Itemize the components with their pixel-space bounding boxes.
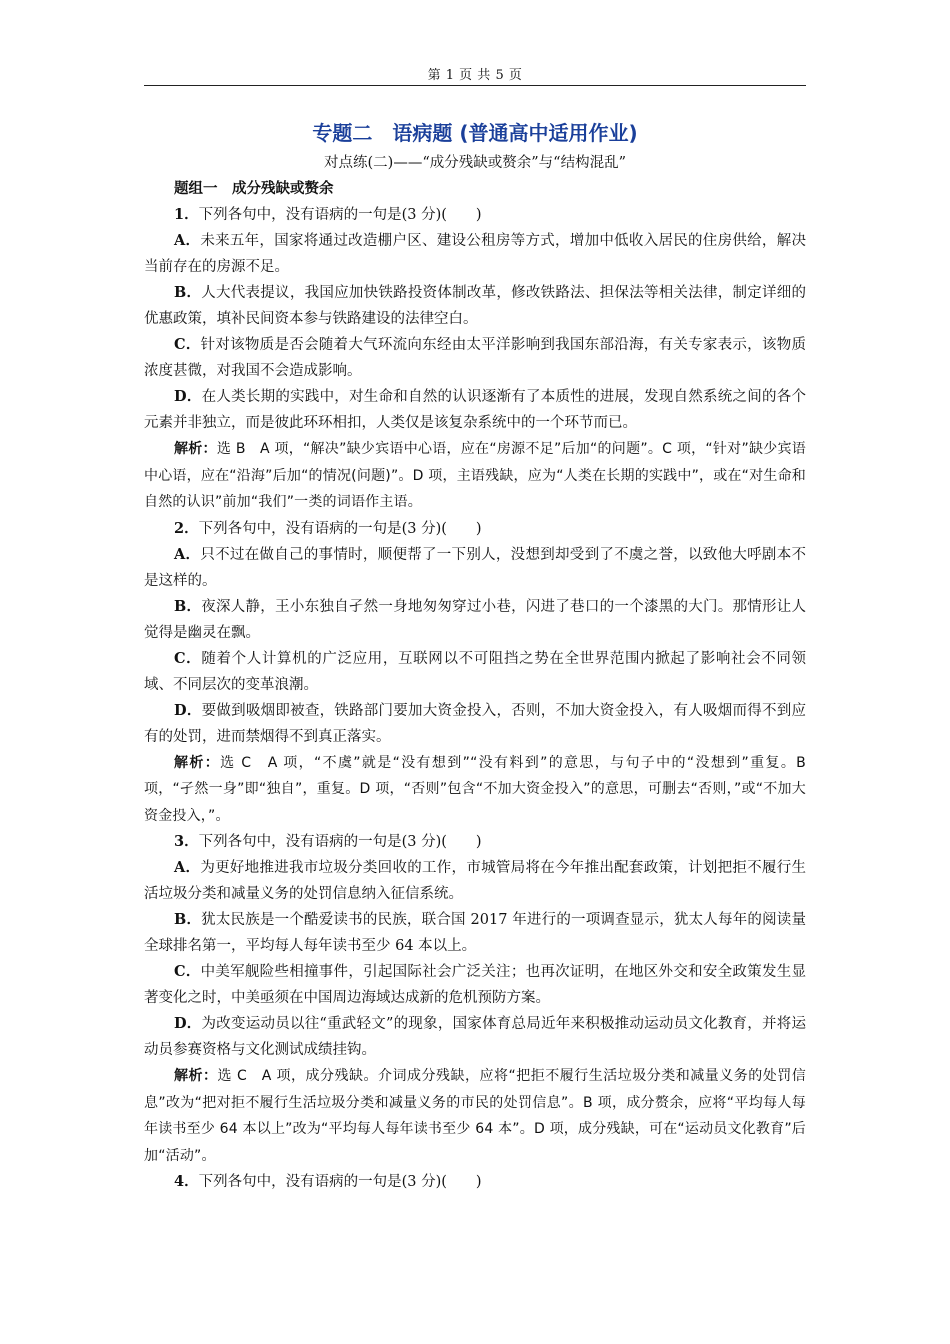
option-2a: A．只不过在做自己的事情时，顺便帮了一下别人，没想到却受到了不虞之誉，以致他大呼剧本不是这样的。 xyxy=(144,545,806,589)
page-header: 第 1 页 共 5 页 xyxy=(427,68,523,83)
analysis-1: 解析：选 B A 项，“解决”缺少宾语中心语，应在“房源不足”后加“的问题”。C 项，“针对”缺少宾语中心语，应在“沿海”后加“的情况(问题)”。D 项，主语残缺，应为“人类在长期的实践中”，或在“对生命和自然的认识”前加“我们”一类的词语作主语。 xyxy=(144,441,806,510)
option-3b: B．犹太民族是一个酷爱读书的民族，联合国 2017 年进行的一项调查显示，犹太人每年的阅读量全球排名第一，平均每人每年读书至少 64 本以上。 xyxy=(144,911,806,954)
option-2d: D．要做到吸烟即被查，铁路部门要加大资金投入，否则，不加大资金投入，有人吸烟而得不到应有的处罚，进而禁烟得不到真正落实。 xyxy=(144,701,806,745)
option-1d: D．在人类长期的实践中，对生命和自然的认识逐渐有了本质性的进展，发现自然系统之间的各个元素并非独立，而是彼此环环相扣，人类仅是该复杂系统中的一个环节而已。 xyxy=(144,388,806,431)
option-2b: B．夜深人静，王小东独自孑然一身地匆匆穿过小巷，闪进了巷口的一个漆黑的大门。那情形让人觉得是幽灵在飘。 xyxy=(144,597,807,641)
question-4 xyxy=(144,1169,806,1195)
option-2c: C．随着个人计算机的广泛应用，互联网以不可阻挡之势在全世界范围内掀起了影响社会不同领域、不同层次的变革浪潮。 xyxy=(144,649,806,693)
document-body xyxy=(144,118,806,1195)
question-stem: 下列各句中，没有语病的一句是(3 分)( ) xyxy=(198,834,482,850)
analysis-3: 解析：选 C A 项，成分残缺。介词成分残缺，应将“把拒不履行生活垃圾分类和减量义务的处罚信息”改为“把对拒不履行生活垃圾分类和减量义务的市民的处罚信息”。B 项，成分赘余，应将“平均每人每年读书至少 64 本以上”改为“平均每人每年读书至少 64 本”。D 项，成分残缺，可在“运动员文化教育”后加“活动”。 xyxy=(144,1068,806,1164)
option-3a: A．为更好地推进我市垃圾分类回收的工作，市城管局将在今年推出配套政策，计划把拒不履行生活垃圾分类和减量义务的处罚信息纳入征信系统。 xyxy=(144,859,806,902)
subtitle: 对点练(二)——“成分残缺或赘余”与“结构混乱” xyxy=(324,155,626,171)
question-3 xyxy=(144,829,806,855)
header-divider xyxy=(144,85,806,86)
page-title: 专题二 语病题 (普通高中适用作业) xyxy=(312,121,638,145)
question-stem: 下列各句中，没有语病的一句是(3 分)( ) xyxy=(198,1174,482,1190)
question-number: 1． xyxy=(174,206,199,223)
group-heading: 题组一 成分残缺或赘余 xyxy=(174,181,334,197)
option-1b: B．人大代表提议，我国应加快铁路投资体制改革，修改铁路法、担保法等相关法律，制定详细的优惠政策，填补民间资本参与铁路建设的法律空白。 xyxy=(144,284,807,327)
question-stem: 下列各句中，没有语病的一句是(3 分)( ) xyxy=(198,207,482,223)
option-3c: C．中美军舰险些相撞事件，引起国际社会广泛关注；也再次证明，在地区外交和安全政策发生显著变化之时，中美亟须在中国周边海域达成新的危机预防方案。 xyxy=(144,963,806,1006)
question-2 xyxy=(144,516,806,542)
analysis-2: 解析：选 C A 项，“不虞”就是“没有想到”“没有料到”的意思，与句子中的“没想到”重复。B 项，“孑然一身”即“独自”，重复。D 项，“否则”包含“不加大资金投入”的意思，可删去“否则，”或“不加大资金投入，”。 xyxy=(144,754,806,824)
question-number: 3． xyxy=(174,833,199,850)
option-1a: A．未来五年，国家将通过改造棚户区、建设公租房等方式，增加中低收入居民的住房供给，解决当前存在的房源不足。 xyxy=(144,232,806,275)
question-1 xyxy=(144,202,806,228)
option-3d: D．为改变运动员以往“重武轻文”的现象，国家体育总局近年来积极推动运动员文化教育，并将运动员参赛资格与文化测试成绩挂钩。 xyxy=(144,1015,806,1058)
question-number: 4． xyxy=(174,1173,199,1190)
question-number: 2． xyxy=(174,519,199,537)
question-stem: 下列各句中，没有语病的一句是(3 分)( ) xyxy=(198,520,482,537)
option-1c: C．针对该物质是否会随着大气环流向东经由太平洋影响到我国东部沿海，有关专家表示，该物质浓度甚微，对我国不会造成影响。 xyxy=(144,336,806,379)
